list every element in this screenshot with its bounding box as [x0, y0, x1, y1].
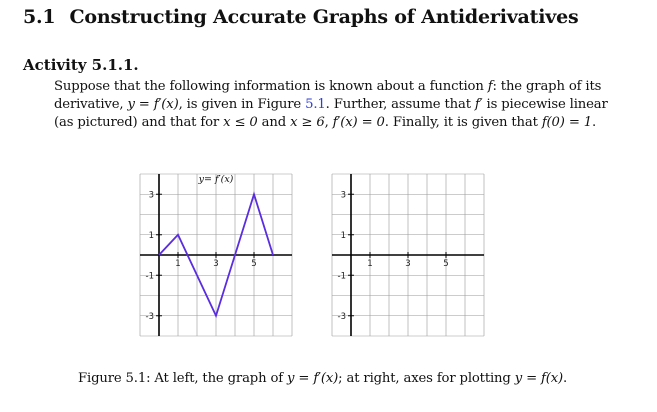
math-derivative-eq: y = f′(x): [127, 97, 179, 112]
activity-line-1: [54, 78, 614, 96]
caption-text: .: [563, 371, 568, 386]
caption-text: ; at right, axes for plotting: [338, 371, 515, 386]
figure-caption: [78, 371, 567, 386]
y-tick-label: -1: [145, 271, 154, 282]
text-segment: . Further, assume that: [325, 97, 475, 112]
activity-line-2: [54, 96, 614, 114]
y-tick-label: -3: [145, 311, 154, 322]
x-tick-label: 1: [367, 259, 373, 269]
math-f: f: [487, 79, 493, 94]
math-condition-2: x ≥ 6: [290, 115, 325, 130]
graph-blank-axes: [328, 170, 488, 340]
x-tick-label: 1: [175, 259, 181, 269]
math-initial-value: f(0) = 1: [541, 115, 592, 130]
y-tick-label: 3: [340, 190, 346, 201]
activity-line-3: [54, 114, 614, 132]
y-tick-label: -1: [337, 271, 346, 282]
x-tick-label: 5: [251, 259, 257, 269]
section-number: 5.1: [23, 6, 56, 28]
section-heading: Constructing Accurate Graphs of Antiderivatives: [69, 6, 579, 28]
math-condition-1: x ≤ 0: [223, 115, 258, 130]
y-tick-label: 3: [148, 190, 154, 201]
math-fprime: f′: [474, 97, 483, 112]
figure-ref-link[interactable]: 5.1: [305, 97, 326, 112]
text-segment: .: [592, 115, 597, 130]
x-tick-label: 3: [405, 259, 411, 269]
section-title: [23, 6, 579, 28]
y-tick-label: 1: [340, 230, 346, 241]
math-fprime-zero: f′(x) = 0: [332, 115, 385, 130]
text-segment: : the graph of its: [492, 79, 602, 94]
caption-math-derivative: y = f′(x): [287, 371, 339, 386]
text-segment: (as pictured) and that for: [54, 115, 224, 130]
text-segment: . Finally, it is given that: [384, 115, 542, 130]
caption-math-function: y = f(x): [514, 371, 564, 386]
text-segment: ,: [324, 115, 333, 130]
text-segment: Suppose that the following information is known about a function: [54, 79, 488, 94]
x-tick-label: 5: [443, 259, 449, 269]
text-segment: , is given in Figure: [178, 97, 306, 112]
graph-derivative: [136, 170, 296, 340]
x-tick-label: 3: [213, 259, 219, 269]
text-segment: is piecewise linear: [482, 97, 608, 112]
graph-derivative-svg: [136, 170, 296, 340]
caption-text: Figure 5.1: At left, the graph of: [78, 371, 288, 386]
graph-blank-axes-svg: [328, 170, 488, 340]
y-tick-label: 1: [148, 230, 154, 241]
text-segment: and: [257, 115, 291, 130]
activity-title: Activity 5.1.1.: [23, 56, 139, 74]
text-segment: derivative,: [54, 97, 128, 112]
activity-body: [54, 78, 614, 132]
graph-title: y= f′(x): [198, 174, 234, 186]
y-tick-label: -3: [337, 311, 346, 322]
